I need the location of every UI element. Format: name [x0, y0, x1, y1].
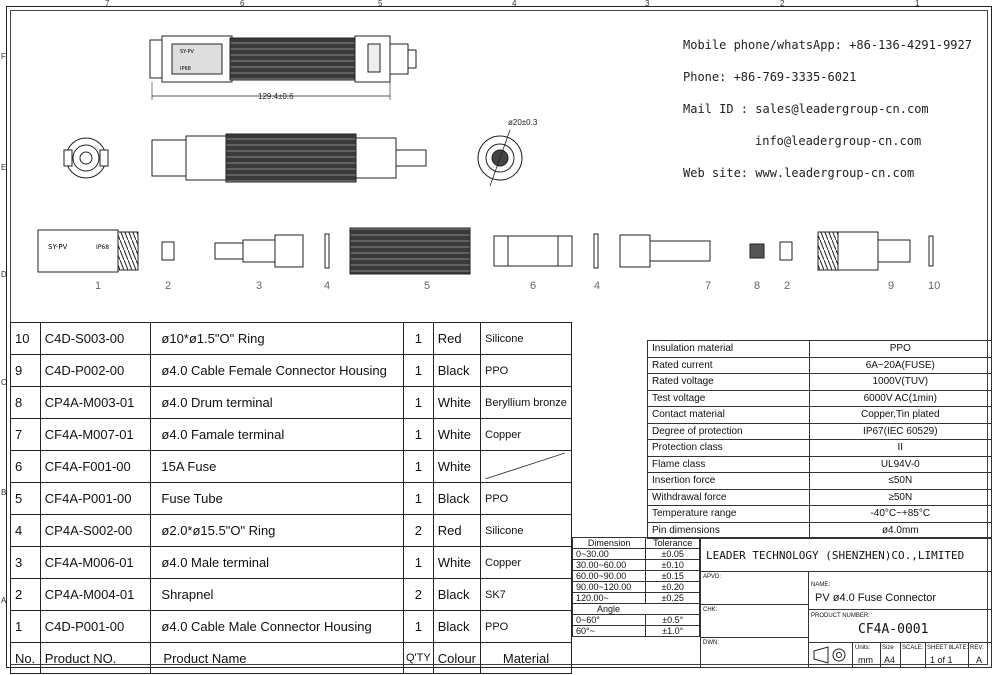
- tolerance-range: 0~60°: [573, 615, 646, 626]
- bom-cell-qty: 1: [403, 387, 433, 419]
- bom-row: [11, 515, 572, 547]
- bom-cell-qty: 1: [403, 323, 433, 355]
- spec-value: II: [809, 440, 991, 457]
- bom-cell-colour: Red: [433, 515, 480, 547]
- spec-row: [648, 456, 992, 473]
- diameter-dimension: ø20±0.3: [508, 118, 538, 127]
- zone-left-B: B: [1, 488, 7, 497]
- housing-mark-b: IP68: [96, 244, 110, 251]
- tolerance-header-dimension: Dimension: [573, 538, 646, 549]
- zone-left-C: C: [1, 378, 7, 387]
- bom-cell-colour: Black: [433, 611, 480, 643]
- bom-cell-code: CP4A-M004-01: [40, 579, 151, 611]
- bom-cell-name: Shrapnel: [151, 579, 404, 611]
- bom-cell-qty: 2: [403, 515, 433, 547]
- svg-text:IP68: IP68: [180, 66, 191, 72]
- technical-drawing: [0, 0, 1000, 320]
- tolerance-header-tolerance: Tolerance: [646, 538, 700, 549]
- spec-key: Test voltage: [648, 390, 810, 407]
- tolerance-value: ±1.0°: [646, 626, 700, 637]
- spec-value: 1000V(TUV): [809, 374, 991, 391]
- part-number-label: 2: [784, 280, 791, 292]
- zone-top-7: 7: [105, 0, 110, 8]
- bom-row: [11, 387, 572, 419]
- part-number-label: 7: [705, 280, 712, 292]
- tolerance-row: [573, 571, 700, 582]
- apvd-label: APVD:: [703, 574, 722, 580]
- bom-cell-colour: Black: [433, 579, 480, 611]
- bom-cell-material: PPO: [481, 355, 572, 387]
- bom-row: [11, 451, 572, 483]
- part-number-label: 9: [888, 280, 895, 292]
- tolerance-range: 60.00~90.00: [573, 571, 646, 582]
- bom-header-no: No.: [11, 643, 41, 674]
- end-view-right: [478, 130, 522, 186]
- spec-value: Copper,Tin plated: [809, 407, 991, 424]
- bom-cell-no: 7: [11, 419, 41, 451]
- bom-cell-code: CF4A-M006-01: [40, 547, 151, 579]
- part-number-label: 1: [95, 280, 102, 292]
- bom-cell-colour: Black: [433, 483, 480, 515]
- bom-header-material: Material: [481, 643, 572, 674]
- bom-cell-code: CP4A-M003-01: [40, 387, 151, 419]
- part-number-label: 10: [928, 280, 941, 292]
- exploded-view: [38, 228, 933, 274]
- scale-label: SCALE:: [902, 645, 924, 651]
- contact-mobile: Mobile phone/whatsApp: +86-136-4291-9927: [683, 38, 972, 52]
- bom-cell-qty: 2: [403, 579, 433, 611]
- contact-mail: Mail ID : sales@leadergroup-cn.com: [683, 102, 929, 116]
- sheet-value: 1 of 1: [930, 655, 953, 665]
- product-number: CF4A-0001: [858, 622, 929, 637]
- svg-text:SY-PV: SY-PV: [180, 49, 194, 55]
- bom-cell-name: ø4.0 Cable Male Connector Housing: [151, 611, 404, 643]
- spec-value: 6000V AC(1min): [809, 390, 991, 407]
- spec-row: [648, 506, 992, 523]
- zone-top-4: 4: [512, 0, 517, 8]
- title-divider: [968, 642, 969, 668]
- units-label: Units:: [855, 645, 871, 651]
- tolerance-range: 60°~: [573, 626, 646, 637]
- title-divider: [808, 571, 809, 668]
- part-number-label: 4: [594, 280, 601, 292]
- bom-cell-name: ø10*ø1.5"O" Ring: [151, 323, 404, 355]
- spec-value: 6A~20A(FUSE): [809, 357, 991, 374]
- bill-of-materials: [10, 322, 572, 674]
- tolerance-row: [573, 615, 700, 626]
- spec-row: [648, 489, 992, 506]
- length-dimension: 129.4±0.6: [258, 92, 294, 101]
- part-number-label: 2: [165, 280, 172, 292]
- spec-row: [648, 374, 992, 391]
- spec-row: [648, 341, 992, 358]
- rev-value: A: [976, 655, 983, 665]
- part-number-label: 6: [530, 280, 537, 292]
- tolerance-row: [573, 560, 700, 571]
- dwn-label: DWN:: [703, 640, 719, 646]
- title-divider: [900, 642, 901, 668]
- zone-top-1: 1: [915, 0, 920, 8]
- part-number-label: 3: [256, 280, 263, 292]
- spec-row: [648, 423, 992, 440]
- bom-cell-no: 9: [11, 355, 41, 387]
- name-label: NAME:: [811, 582, 831, 588]
- bom-cell-colour: White: [433, 419, 480, 451]
- bom-cell-no: 10: [11, 323, 41, 355]
- bom-row: [11, 547, 572, 579]
- spec-row: [648, 390, 992, 407]
- bom-row: [11, 483, 572, 515]
- tolerance-row: [573, 593, 700, 604]
- spec-table: [647, 340, 992, 539]
- zone-left-D: D: [1, 270, 7, 279]
- bom-cell-code: C4D-P001-00: [40, 611, 151, 643]
- bom-cell-material: Beryllium bronze: [481, 387, 572, 419]
- bom-cell-name: ø2.0*ø15.5"O" Ring: [151, 515, 404, 547]
- bom-cell-name: ø4.0 Drum terminal: [151, 387, 404, 419]
- bom-cell-material: PPO: [481, 611, 572, 643]
- bom-cell-name: ø4.0 Famale terminal: [151, 419, 404, 451]
- spec-value: PPO: [809, 341, 991, 358]
- tolerance-row: [573, 549, 700, 560]
- tolerance-value: ±0.5°: [646, 615, 700, 626]
- end-view-left: [64, 138, 108, 178]
- projection-symbol-icon: [810, 645, 850, 665]
- zone-top-5: 5: [378, 0, 383, 8]
- bom-header-qty: Q'TY: [403, 643, 433, 674]
- spec-row: [648, 357, 992, 374]
- tolerance-value: ±0.10: [646, 560, 700, 571]
- bom-cell-material: Silicone: [481, 323, 572, 355]
- bom-row: [11, 355, 572, 387]
- bom-header-name: Product Name: [151, 643, 404, 674]
- part-number-label: 8: [754, 280, 761, 292]
- product-name: PV ø4.0 Fuse Connector: [815, 592, 937, 604]
- chk-label: CHK:: [703, 607, 718, 613]
- bom-cell-name: Fuse Tube: [151, 483, 404, 515]
- bom-cell-colour: White: [433, 451, 480, 483]
- zone-top-6: 6: [240, 0, 245, 8]
- zone-left-E: E: [1, 163, 7, 172]
- bom-cell-no: 6: [11, 451, 41, 483]
- bom-header-code: Product NO.: [40, 643, 151, 674]
- zone-left-A: A: [1, 596, 7, 605]
- spec-row: [648, 473, 992, 490]
- diagonal-slash-icon: [485, 451, 565, 479]
- zone-top-3: 3: [645, 0, 650, 8]
- title-divider: [852, 642, 853, 668]
- spec-key: Temperature range: [648, 506, 810, 523]
- spec-key: Insulation material: [648, 341, 810, 358]
- title-divider: [700, 637, 808, 638]
- bom-row: [11, 579, 572, 611]
- bom-cell-material: PPO: [481, 483, 572, 515]
- rev-label: REV:: [970, 645, 984, 651]
- tolerance-range: 30.00~60.00: [573, 560, 646, 571]
- bom-cell-material: [481, 451, 572, 483]
- tolerance-range: 120.00~: [573, 593, 646, 604]
- angle-header: Angle: [573, 604, 700, 615]
- tolerance-range: 0~30.00: [573, 549, 646, 560]
- spec-value: ø4.0mm: [809, 522, 991, 539]
- bom-cell-colour: White: [433, 547, 480, 579]
- tolerance-table: [572, 537, 700, 637]
- bom-cell-material: Copper: [481, 419, 572, 451]
- bom-cell-code: CF4A-P001-00: [40, 483, 151, 515]
- spec-row: [648, 440, 992, 457]
- bom-cell-material: Copper: [481, 547, 572, 579]
- tolerance-value: ±0.25: [646, 593, 700, 604]
- bom-row: [11, 419, 572, 451]
- bom-row: [11, 611, 572, 643]
- bom-cell-name: 15A Fuse: [151, 451, 404, 483]
- zone-top-2: 2: [780, 0, 785, 8]
- bom-header-colour: Colour: [433, 643, 480, 674]
- spec-key: Rated current: [648, 357, 810, 374]
- bom-cell-code: CP4A-S002-00: [40, 515, 151, 547]
- size-value: A4: [884, 655, 896, 665]
- bom-cell-code: C4D-S003-00: [40, 323, 151, 355]
- title-divider: [700, 604, 808, 605]
- title-divider: [808, 609, 992, 610]
- tolerance-value: ±0.15: [646, 571, 700, 582]
- spec-key: Protection class: [648, 440, 810, 457]
- bom-cell-code: C4D-P002-00: [40, 355, 151, 387]
- contact-web: Web site: www.leadergroup-cn.com: [683, 166, 915, 180]
- bom-cell-no: 4: [11, 515, 41, 547]
- bom-cell-no: 1: [11, 611, 41, 643]
- assembly-top-view: [150, 36, 416, 100]
- housing-mark-a: SY-PV: [48, 243, 68, 251]
- spec-key: Insertion force: [648, 473, 810, 490]
- zone-left-F: F: [1, 52, 6, 61]
- bom-cell-code: CF4A-M007-01: [40, 419, 151, 451]
- bom-cell-material: SK7: [481, 579, 572, 611]
- units-value: mm: [858, 655, 873, 665]
- spec-value: ≥50N: [809, 489, 991, 506]
- spec-value: UL94V-0: [809, 456, 991, 473]
- title-divider: [925, 642, 926, 668]
- bom-header: [11, 643, 572, 674]
- spec-key: Contact material: [648, 407, 810, 424]
- contact-phone: Phone: +86-769-3335-6021: [683, 70, 857, 84]
- title-divider: [700, 571, 992, 572]
- tolerance-row: [573, 626, 700, 637]
- tolerance-value: ±0.20: [646, 582, 700, 593]
- assembly-side-view: [152, 134, 426, 182]
- bom-cell-material: Silicone: [481, 515, 572, 547]
- bom-cell-no: 2: [11, 579, 41, 611]
- spec-key: Flame class: [648, 456, 810, 473]
- bom-cell-qty: 1: [403, 611, 433, 643]
- part-number-label: 4: [324, 280, 331, 292]
- spec-value: IP67(IEC 60529): [809, 423, 991, 440]
- bom-cell-qty: 1: [403, 483, 433, 515]
- tolerance-value: ±0.05: [646, 549, 700, 560]
- spec-key: Degree of protection: [648, 423, 810, 440]
- bom-cell-code: CF4A-F001-00: [40, 451, 151, 483]
- bom-cell-qty: 1: [403, 547, 433, 579]
- spec-row: [648, 407, 992, 424]
- spec-key: Rated voltage: [648, 374, 810, 391]
- bom-cell-name: ø4.0 Male terminal: [151, 547, 404, 579]
- bom-cell-colour: White: [433, 387, 480, 419]
- product-number-label: PRODUCT NUMBER:: [811, 613, 870, 619]
- bom-cell-name: ø4.0 Cable Female Connector Housing: [151, 355, 404, 387]
- company-name: LEADER TECHNOLOGY (SHENZHEN)CO.,LIMITED: [706, 549, 965, 562]
- spec-key: Pin dimensions: [648, 522, 810, 539]
- spec-value: ≤50N: [809, 473, 991, 490]
- title-divider: [880, 642, 881, 668]
- part-number-label: 5: [424, 280, 431, 292]
- bom-cell-no: 3: [11, 547, 41, 579]
- sheet-label: SHEET 8LATE:: [927, 645, 969, 651]
- bom-cell-qty: 1: [403, 355, 433, 387]
- size-label: Size: [882, 645, 894, 651]
- bom-cell-no: 8: [11, 387, 41, 419]
- bom-cell-qty: 1: [403, 451, 433, 483]
- tolerance-range: 90.00~120.00: [573, 582, 646, 593]
- spec-key: Withdrawal force: [648, 489, 810, 506]
- bom-row: [11, 323, 572, 355]
- bom-cell-no: 5: [11, 483, 41, 515]
- tolerance-row: [573, 582, 700, 593]
- contact-mail-2: info@leadergroup-cn.com: [755, 134, 922, 148]
- bom-cell-colour: Black: [433, 355, 480, 387]
- bom-cell-colour: Red: [433, 323, 480, 355]
- spec-value: -40°C~+85°C: [809, 506, 991, 523]
- bom-cell-qty: 1: [403, 419, 433, 451]
